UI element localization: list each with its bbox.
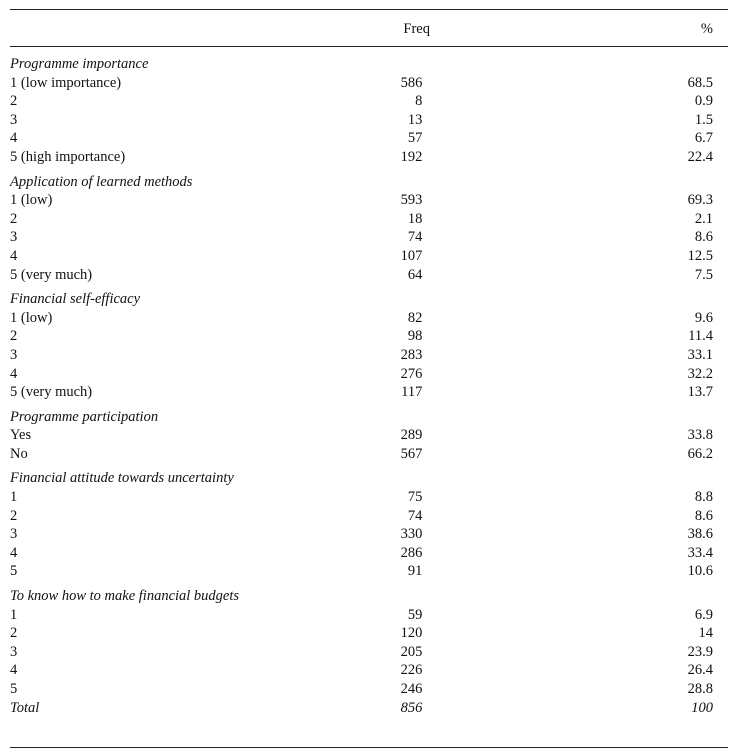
row-freq: 59 xyxy=(407,606,423,623)
table-row xyxy=(10,148,728,167)
row-label: 1 (low) xyxy=(10,309,53,326)
table-row xyxy=(10,111,728,130)
row-gap xyxy=(422,148,617,167)
row-freq: 107 xyxy=(400,247,423,264)
row-freq: 82 xyxy=(407,309,423,326)
row-label: 2 xyxy=(10,625,18,642)
row-freq: 286 xyxy=(400,544,423,561)
row-freq: 64 xyxy=(407,266,423,283)
table-row xyxy=(10,488,728,507)
row-gap xyxy=(422,525,617,544)
row-percent: 26.4 xyxy=(687,662,713,679)
row-label: 2 xyxy=(10,93,18,110)
row-gap xyxy=(422,507,617,526)
table-row xyxy=(10,383,728,402)
row-gap xyxy=(422,247,617,266)
row-gap xyxy=(422,266,617,285)
row-label: 5 (very much) xyxy=(10,266,93,283)
section-heading-row xyxy=(10,55,728,74)
row-label: 2 xyxy=(10,507,18,524)
row-percent: 33.4 xyxy=(687,544,713,561)
row-gap xyxy=(422,488,617,507)
row-freq: 283 xyxy=(400,346,423,363)
table-row xyxy=(10,562,728,581)
row-label: 4 xyxy=(10,662,18,679)
table-row xyxy=(10,426,728,445)
section-heading-row xyxy=(10,408,728,427)
row-percent: 1.5 xyxy=(694,111,713,128)
row-freq: 18 xyxy=(407,210,423,227)
row-label: 5 (high importance) xyxy=(10,148,126,165)
section-title: Application of learned methods xyxy=(10,173,193,190)
table-row xyxy=(10,525,728,544)
row-freq: 75 xyxy=(407,489,423,506)
table-row xyxy=(10,680,728,699)
total-row xyxy=(10,699,728,718)
row-percent: 14 xyxy=(698,625,713,642)
row-gap xyxy=(422,365,617,384)
table-row xyxy=(10,247,728,266)
row-gap xyxy=(422,129,617,148)
row-percent: 9.6 xyxy=(694,309,713,326)
row-percent: 22.4 xyxy=(687,148,713,165)
row-label: 1 (low importance) xyxy=(10,74,122,91)
table-bottom-rule xyxy=(10,747,728,748)
row-percent: 7.5 xyxy=(694,266,713,283)
row-gap xyxy=(422,544,617,563)
table-row xyxy=(10,606,728,625)
row-gap xyxy=(422,699,617,718)
row-percent: 33.1 xyxy=(687,346,713,363)
row-freq: 586 xyxy=(400,74,423,91)
row-percent: 23.9 xyxy=(687,643,713,660)
row-freq: 192 xyxy=(400,148,423,165)
section-heading-row xyxy=(10,173,728,192)
table-top-rule xyxy=(10,9,728,10)
section-title: Financial attitude towards uncertainty xyxy=(10,470,234,487)
section-title: To know how to make financial budgets xyxy=(10,588,240,605)
table-row xyxy=(10,266,728,285)
row-gap xyxy=(422,606,617,625)
row-gap xyxy=(422,661,617,680)
row-label: 5 xyxy=(10,563,18,580)
table-header-rule xyxy=(10,46,728,47)
row-gap xyxy=(422,327,617,346)
row-gap xyxy=(422,210,617,229)
row-freq: 8 xyxy=(415,93,423,110)
row-label: 3 xyxy=(10,346,18,363)
table-row xyxy=(10,346,728,365)
row-label: 3 xyxy=(10,643,18,660)
row-percent: 68.5 xyxy=(687,74,713,91)
row-percent: 32.2 xyxy=(687,365,713,382)
table-row xyxy=(10,365,728,384)
row-label: 2 xyxy=(10,210,18,227)
row-freq: 205 xyxy=(400,643,423,660)
row-freq: 74 xyxy=(407,507,423,524)
column-header-freq: Freq xyxy=(403,21,430,37)
row-freq: 593 xyxy=(400,192,423,209)
table-row xyxy=(10,129,728,148)
row-label: 4 xyxy=(10,544,18,561)
row-gap xyxy=(422,111,617,130)
row-freq: 246 xyxy=(400,681,423,697)
table-row xyxy=(10,74,728,93)
row-label: 1 (low) xyxy=(10,192,53,209)
table-row xyxy=(10,228,728,247)
row-percent: 33.8 xyxy=(687,427,713,444)
table-row xyxy=(10,92,728,111)
row-percent: 8.6 xyxy=(694,229,713,246)
row-gap xyxy=(422,92,617,111)
row-percent: 8.6 xyxy=(694,507,713,524)
row-label: 5 xyxy=(10,681,18,697)
row-percent: 11.4 xyxy=(688,328,713,345)
row-percent: 2.1 xyxy=(694,210,713,227)
row-freq: 289 xyxy=(400,427,423,444)
section-heading-row xyxy=(10,469,728,488)
row-freq: 74 xyxy=(407,229,423,246)
row-freq: 98 xyxy=(407,328,423,345)
row-gap xyxy=(422,309,617,328)
section-title: Financial self-efficacy xyxy=(10,291,141,308)
total-label: Total xyxy=(10,699,40,716)
row-freq: 330 xyxy=(400,526,423,543)
table-row xyxy=(10,643,728,662)
row-gap xyxy=(422,383,617,402)
row-label: 3 xyxy=(10,526,18,543)
row-gap xyxy=(422,562,617,581)
row-gap xyxy=(422,643,617,662)
row-gap xyxy=(422,445,617,464)
row-percent: 13.7 xyxy=(687,384,713,401)
row-percent: 28.8 xyxy=(687,681,713,697)
row-label: 4 xyxy=(10,365,18,382)
row-label: 3 xyxy=(10,111,18,128)
row-label: 5 (very much) xyxy=(10,384,93,401)
row-label: 1 xyxy=(10,606,18,623)
row-freq: 91 xyxy=(407,563,423,580)
row-percent: 6.7 xyxy=(694,130,713,147)
section-heading-row xyxy=(10,587,728,606)
row-percent: 8.8 xyxy=(694,489,713,506)
row-gap xyxy=(422,624,617,643)
row-freq: 567 xyxy=(400,445,423,462)
column-header-percent: % xyxy=(700,21,713,37)
table-row xyxy=(10,191,728,210)
row-percent: 38.6 xyxy=(687,526,713,543)
row-gap xyxy=(422,74,617,93)
frequency-table xyxy=(10,55,728,717)
table-row xyxy=(10,624,728,643)
table-row xyxy=(10,507,728,526)
row-label: 1 xyxy=(10,489,18,506)
row-gap xyxy=(422,426,617,445)
row-label: 4 xyxy=(10,130,18,147)
table-body xyxy=(10,55,728,717)
row-freq: 117 xyxy=(401,384,423,401)
table-row xyxy=(10,309,728,328)
table-row xyxy=(10,445,728,464)
row-percent: 0.9 xyxy=(694,93,713,110)
row-gap xyxy=(422,191,617,210)
section-title: Programme participation xyxy=(10,408,159,425)
row-label: 3 xyxy=(10,229,18,246)
table-row xyxy=(10,327,728,346)
total-percent: 100 xyxy=(691,699,713,716)
row-percent: 66.2 xyxy=(687,445,713,462)
total-freq: 856 xyxy=(400,699,423,716)
table-row xyxy=(10,544,728,563)
section-heading-row xyxy=(10,290,728,309)
row-label: 4 xyxy=(10,247,18,264)
row-freq: 13 xyxy=(407,111,423,128)
row-label: Yes xyxy=(10,427,32,444)
row-percent: 69.3 xyxy=(687,192,713,209)
row-gap xyxy=(422,228,617,247)
row-percent: 10.6 xyxy=(687,563,713,580)
table-row xyxy=(10,210,728,229)
row-freq: 226 xyxy=(400,662,423,679)
row-percent: 6.9 xyxy=(694,606,713,623)
row-gap xyxy=(422,346,617,365)
row-label: No xyxy=(10,445,28,462)
row-freq: 276 xyxy=(400,365,423,382)
row-freq: 57 xyxy=(407,130,423,147)
row-gap xyxy=(422,680,617,699)
table-row xyxy=(10,661,728,680)
row-percent: 12.5 xyxy=(687,247,713,264)
row-freq: 120 xyxy=(400,625,423,642)
section-title: Programme importance xyxy=(10,56,149,72)
row-label: 2 xyxy=(10,328,18,345)
